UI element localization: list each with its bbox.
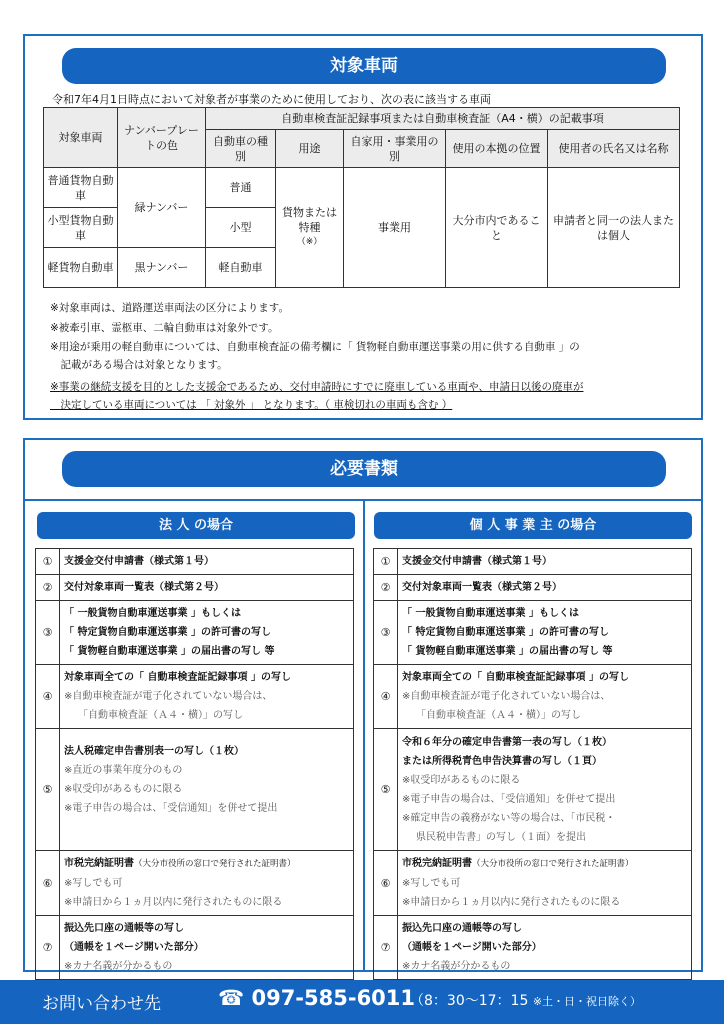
row-type: 小型 (206, 208, 276, 248)
document-number: ⑥ (36, 851, 60, 916)
line-text: ※申請日から１ヵ月以内に発行されたものに限る (402, 897, 621, 908)
owner-value: 申請者と同一の法人または個人 (548, 168, 680, 288)
line-text: 交付対象車両一覧表（様式第２号） (402, 582, 562, 593)
document-number: ④ (36, 665, 60, 729)
line-text: ※収受印があるものに限る (64, 784, 183, 795)
sole-proprietor-header: 個 人 事 業 主 の場合 (374, 512, 692, 539)
contact-label: お問い合わせ先 (42, 994, 161, 1014)
document-content (398, 916, 692, 980)
note: 記載がある場合は対象となります。 (50, 359, 228, 371)
line-text: 対象車両全ての「 自動車検査証記録事項 」の写し (64, 672, 291, 683)
document-note (402, 809, 687, 828)
use-value: 貨物または特種 (282, 206, 337, 234)
document-title (402, 919, 687, 938)
line-text: ※自動車検査証が電子化されていない場合は、 (402, 691, 611, 702)
line-text: ※確定申告の義務がない等の場合は、「市民税・ (402, 812, 616, 824)
line-text: または所得税青色申告決算書の写し（１頁） (402, 755, 602, 767)
hours-note: ※土・日・祝日除く） (532, 995, 642, 1008)
document-title (402, 938, 687, 957)
document-number: ② (374, 575, 398, 601)
line-text: ※写しでも可 (64, 878, 123, 889)
document-number: ⑤ (374, 729, 398, 851)
document-title (402, 604, 687, 623)
document-content (60, 916, 354, 980)
note: ※被牽引車、霊柩車、二輪自動車は対象外です。 (50, 322, 279, 334)
line-text: ※直近の事業年度分のもの (64, 765, 183, 776)
plate-black: 黒ナンバー (118, 248, 206, 288)
note-important: 決定している車両については 「 対象外 」 となります。（ 車検切れの車両も含む ） (50, 399, 453, 411)
document-number: ④ (374, 665, 398, 729)
document-note (64, 957, 349, 976)
line-text: 対象車両全ての「 自動車検査証記録事項 」の写し (402, 672, 629, 683)
document-note (64, 706, 349, 725)
row-type: 軽自動車 (206, 248, 276, 288)
document-row (374, 916, 692, 980)
line-text: 市税完納証明書 (402, 858, 472, 869)
note-important: ※事業の継続支援を目的とした支援金であるため、交付申請時にすでに廃車している車両や、申請日以後の廃車が (50, 381, 584, 393)
line-text: ※写しでも可 (402, 878, 461, 889)
document-title (402, 854, 687, 874)
document-number: ⑦ (374, 916, 398, 980)
document-number: ② (36, 575, 60, 601)
private-value: 事業用 (344, 168, 446, 288)
document-note (402, 687, 687, 706)
document-title (64, 578, 349, 597)
col-base: 使用の本拠の位置 (446, 130, 548, 168)
document-title (64, 642, 349, 661)
row-type: 普通 (206, 168, 276, 208)
contact-hours (410, 990, 641, 1010)
line-text: 「 一般貨物自動車運送事業 」もしくは (64, 608, 241, 619)
document-note (402, 957, 687, 976)
document-number: ⑦ (36, 916, 60, 980)
document-row (374, 601, 692, 665)
line-text: 「自動車検査証（Ａ４・横）」の写し (78, 710, 243, 721)
document-title (64, 604, 349, 623)
line-text: 支援金交付申請書（様式第１号） (402, 556, 552, 567)
line-text: ※電子申告の場合は、「受信通知」を併せて提出 (64, 803, 278, 814)
document-row (374, 851, 692, 916)
document-title (402, 623, 687, 642)
line-text: （通帳を１ページ開いた部分） (64, 942, 204, 953)
document-title (64, 552, 349, 571)
document-row (36, 575, 354, 601)
document-title (64, 919, 349, 938)
document-content (60, 665, 354, 729)
line-text: 支援金交付申請書（様式第１号） (64, 556, 214, 567)
note: ※用途が乗用の軽自動車については、自動車検査証の備考欄に「 貨物軽自動車運送事業の用に供する自動車 」の (50, 341, 580, 353)
line-text: ※申請日から１ヵ月以内に発行されたものに限る (64, 897, 283, 908)
document-note (64, 687, 349, 706)
col-group-header: 自動車検査証記録事項または自動車検査証（A4・横）の記載事項 (206, 108, 680, 130)
document-row (36, 601, 354, 665)
document-note (64, 818, 349, 837)
target-vehicles-notes (50, 298, 690, 414)
document-row (374, 575, 692, 601)
document-title (64, 854, 349, 874)
document-title (64, 668, 349, 687)
document-number: ③ (374, 601, 398, 665)
document-note (402, 771, 687, 790)
column-divider (363, 500, 365, 970)
document-title (64, 623, 349, 642)
document-note (64, 893, 349, 912)
document-title (64, 938, 349, 957)
line-text: 交付対象車両一覧表（様式第２号） (64, 582, 224, 593)
document-row (36, 665, 354, 729)
document-note (64, 780, 349, 799)
line-text: ※自動車検査証が電子化されていない場合は、 (64, 691, 273, 702)
line-text: ※収受印があるものに限る (402, 774, 521, 786)
document-content (398, 575, 692, 601)
note: ※対象車両は、道路運送車両法の区分によります。 (50, 302, 289, 314)
document-number: ③ (36, 601, 60, 665)
document-row (374, 665, 692, 729)
line-text: 「 一般貨物自動車運送事業 」もしくは (402, 608, 579, 619)
issuer-note: （大分市役所の窓口で発行された証明書） (472, 859, 634, 869)
line-text: 「 特定貨物自動車運送事業 」の許可書の写し (402, 627, 609, 638)
row-vehicle: 小型貨物自動車 (44, 208, 118, 248)
issuer-note: （大分市役所の窓口で発行された証明書） (134, 859, 296, 869)
use-cell (276, 168, 344, 288)
document-note (402, 893, 687, 912)
target-vehicles-intro: 令和7年4月1日時点において対象者が事業のために使用しており、次の表に該当する車両 (52, 93, 491, 106)
document-note (402, 874, 687, 893)
document-content (398, 851, 692, 916)
line-text: （通帳を１ページ開いた部分） (402, 942, 542, 953)
document-title (402, 752, 687, 771)
use-note: （※） (296, 237, 323, 247)
document-row (374, 729, 692, 851)
col-private: 自家用・事業用の別 (344, 130, 446, 168)
document-title (402, 668, 687, 687)
document-note (402, 790, 687, 809)
document-title (402, 552, 687, 571)
corporation-header: 法 人 の場合 (37, 512, 355, 539)
sole-proprietor-documents-table (373, 548, 692, 980)
line-text: 振込先口座の通帳等の写し (64, 923, 184, 934)
line-text: ※カナ名義が分かるもの (402, 961, 511, 972)
contact-footer (0, 980, 724, 1024)
document-row (36, 549, 354, 575)
row-vehicle: 普通貨物自動車 (44, 168, 118, 208)
document-row (374, 549, 692, 575)
col-owner: 使用者の氏名又は名称 (548, 130, 680, 168)
target-vehicles-table (43, 107, 680, 288)
document-title (402, 642, 687, 661)
document-content (398, 601, 692, 665)
document-number: ⑥ (374, 851, 398, 916)
col-type: 自動車の種別 (206, 130, 276, 168)
document-content (60, 729, 354, 851)
line-text: ※カナ名義が分かるもの (64, 961, 173, 972)
plate-green: 緑ナンバー (118, 168, 206, 248)
line-text: 県民税申告書」の写し（１面）を提出 (416, 831, 586, 843)
line-text: 「自動車検査証（Ａ４・横）」の写し (416, 710, 581, 721)
document-note (64, 874, 349, 893)
document-number: ⑤ (36, 729, 60, 851)
document-row (36, 729, 354, 851)
line-text: 「 貨物軽自動車運送事業 」の届出書の写し 等 (64, 646, 275, 657)
line-text: 市税完納証明書 (64, 858, 134, 869)
col-plate: ナンバープレートの色 (118, 108, 206, 168)
hours-text: （8：30～17：15 (410, 993, 529, 1009)
document-content (398, 729, 692, 851)
document-row (36, 916, 354, 980)
document-title (64, 742, 349, 761)
document-content (60, 549, 354, 575)
document-note (64, 799, 349, 818)
required-documents-title: 必要書類 (62, 451, 666, 487)
contact-phone[interactable]: ☎ 097-585-6011 (218, 986, 416, 1010)
line-text: ※電子申告の場合は、「受信通知」を併せて提出 (402, 793, 616, 805)
line-text: 「 貨物軽自動車運送事業 」の届出書の写し 等 (402, 646, 613, 657)
row-vehicle: 軽貨物自動車 (44, 248, 118, 288)
document-title (402, 733, 687, 752)
document-row (36, 851, 354, 916)
line-text: 令和６年分の確定申告書第一表の写し（１枚） (402, 736, 612, 748)
target-vehicles-title: 対象車両 (62, 48, 666, 84)
document-note (64, 761, 349, 780)
document-title (402, 578, 687, 597)
document-note (402, 828, 687, 847)
line-text: 「 特定貨物自動車運送事業 」の許可書の写し (64, 627, 271, 638)
base-value: 大分市内であること (446, 168, 548, 288)
document-number: ① (374, 549, 398, 575)
document-content (398, 665, 692, 729)
col-vehicle: 対象車両 (44, 108, 118, 168)
document-content (398, 549, 692, 575)
line-text: 振込先口座の通帳等の写し (402, 923, 522, 934)
col-use: 用途 (276, 130, 344, 168)
document-content (60, 575, 354, 601)
line-text: 法人税確定申告書別表一の写し（１枚） (64, 746, 244, 757)
document-number: ① (36, 549, 60, 575)
document-content (60, 601, 354, 665)
document-note (402, 706, 687, 725)
corporation-documents-table (35, 548, 354, 980)
document-content (60, 851, 354, 916)
